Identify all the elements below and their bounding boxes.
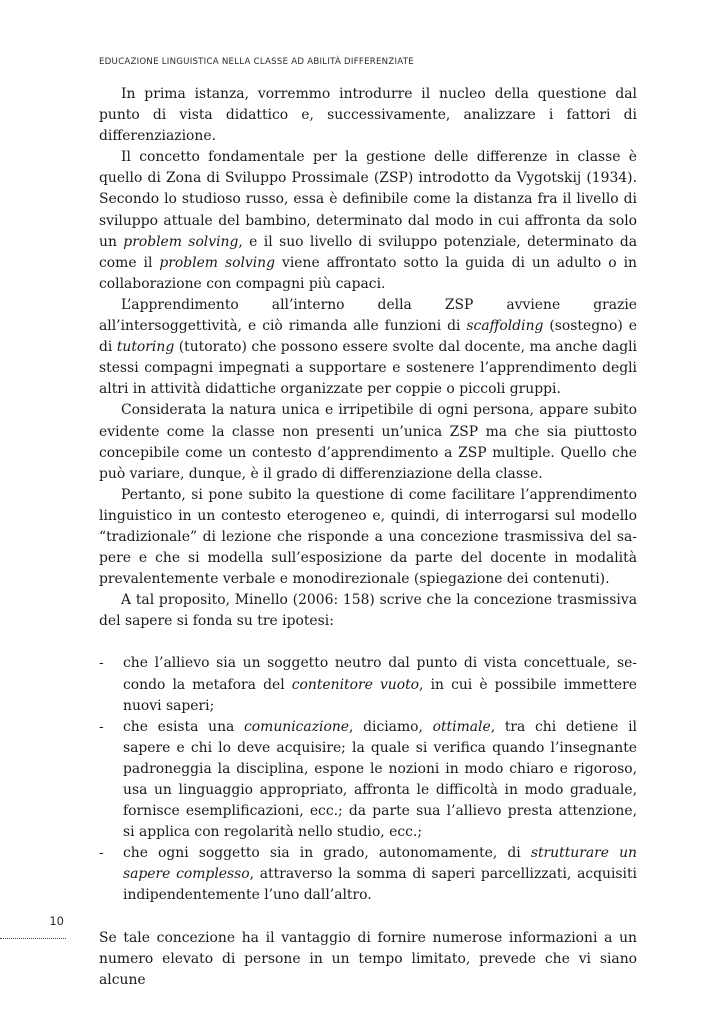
paragraph-3-text-e: (tutorato) che possono essere svolte dal docente, ma anche dagli stessi compagni impegnati a supportare e sostenere l’apprendimento degli altri in attività didattiche organizzate per coppie o piccoli gruppi. — [99, 339, 638, 398]
list-item-2-text-a: che esista una — [123, 718, 244, 735]
paragraph-7: Se tale concezione ha il vantaggio di fornire numerose informazioni a un numero elevato di persone in un tempo limitato, prevede che vi siano alcune — [99, 929, 637, 988]
list-item-1-text-c: , in cui è possibile immettere nuovi saperi; — [123, 676, 637, 714]
paragraph-2-text-a: Il concetto fondamentale per la gestione delle differenze in classe è quello di Zona di Sviluppo Prossimale (ZSP) introdotto da Vygotskij (1934). Secondo lo studioso russo, essa è definibile come la distanza fra il livello di sviluppo attuale del bambino, determinato dal modo in cui affronta da solo un — [99, 149, 637, 250]
list-dash: - — [99, 655, 104, 672]
list-item — [99, 717, 637, 844]
paragraph-3-italic-tutoring: tutoring — [116, 339, 175, 356]
paragraph-5: Pertanto, si pone subito la questione di come facilitare l’apprendimento linguistico in un contesto eterogeneo e, quindi, di interrogarsi sul modello “tradizionale” di lezione che risponde a una concezione trasmissiva del sapere e che si modella sull’esposizione da parte del docente in modalità prevalentemente verbale e monodirezionale (spiegazione dei contenuti). — [99, 486, 637, 588]
paragraph-4: Considerata la natura unica e irripetibile di ogni persona, appare subito evidente come la classe non presenti un’unica ZSP ma che sia piuttosto concepibile come un contesto d’apprendimento a ZSP multiple. Quello che può variare, dunque, è il grado di differenziazione della classe. — [99, 402, 637, 482]
paragraph-1: In prima istanza, vorremmo introdurre il nucleo della questione dal punto di vista didattico e, successivamente, analizzare i fattori di differenziazione. — [99, 86, 637, 145]
paragraph-3-text-a: L’apprendimento all’interno della ZSP avviene grazie all’intersoggettività, e ciò rimanda alle funzioni di — [99, 296, 637, 335]
list-item-1-text-a: che l’allievo sia un soggetto neutro dal punto di vista concettuale, secondo la metafora del — [123, 655, 637, 693]
list-item-2-text-e: , tra chi detiene il sapere e chi lo deve acquisire; la quale si verifica quando l’insegnante padroneggia la disciplina, espone le nozioni in modo chiaro e rigoroso, usa un linguaggio appropriato, affronta le difficoltà in modo graduale, fornisce esemplificazioni, ecc.; da parte sua l’allievo presta attenzione, si applica con regolarità nello studio, ecc.; — [123, 718, 637, 841]
list-item — [99, 653, 637, 716]
list-item-3-italic-strutturare: strutturare un sapere complesso — [123, 845, 637, 883]
paragraph-2-italic-problem-solving-1: problem solving — [123, 233, 239, 250]
paragraph-2-text-e: viene affrontato sotto la guida di un adulto o in collaborazione con compagni più capaci. — [99, 254, 637, 292]
list-item-2-italic-ottimale: ottimale — [432, 718, 491, 735]
paragraph-2-text-c: , e il suo livello di sviluppo potenziale, determinato da come il — [99, 233, 637, 271]
paragraph-3-italic-scaffolding: scaffolding — [466, 318, 544, 335]
list-item-2-text-c: , diciamo, — [349, 718, 433, 735]
page-number-dotted-rule — [0, 938, 66, 939]
body-text — [99, 84, 637, 991]
paragraph-3-text-c: (sostegno) e di — [99, 318, 637, 356]
list-dash: - — [99, 845, 104, 862]
list-item-2-italic-comunicazione: comunicazione — [244, 718, 350, 735]
paragraph-6: A tal proposito, Minello (2006: 158) scrive che la concezione trasmissiva del sapere si fonda su tre ipotesi: — [99, 592, 637, 630]
paragraph-3 — [99, 295, 637, 400]
page-number: 10 — [49, 914, 64, 928]
list-item-1-italic-contenitore-vuoto: contenitore vuoto — [291, 676, 420, 693]
list-item — [99, 843, 637, 906]
list-item-3-text-c: , attraverso la somma di saperi parcellizzati, acquisiti indipendentemente l’uno dall’altro. — [123, 866, 638, 904]
paragraph-2-italic-problem-solving-2: problem solving — [159, 254, 276, 271]
running-header: EDUCAZIONE LINGUISTICA NELLA CLASSE AD ABILITÀ DIFFERENZIATE — [99, 57, 414, 67]
list-dash: - — [99, 718, 104, 735]
list-item-3-text-a: che ogni soggetto sia in grado, autonomamente, di — [123, 845, 531, 862]
hypotheses-list — [99, 653, 637, 906]
paragraph-2 — [99, 147, 637, 295]
